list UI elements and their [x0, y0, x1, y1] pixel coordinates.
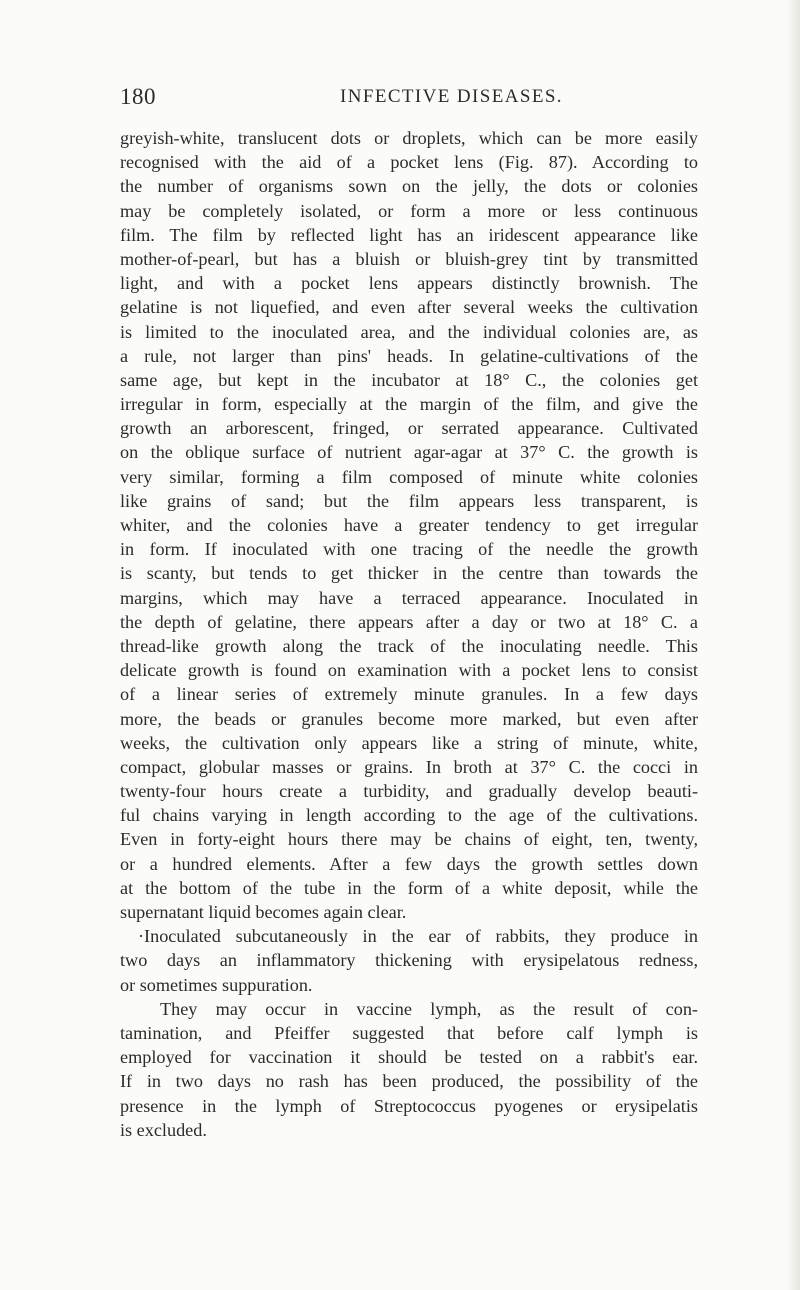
text-line: like grains of sand; but the film appears less transparent, is [120, 490, 698, 511]
running-head [120, 84, 700, 114]
text-line: a rule, not larger than pins' heads. In gelatine-cultivations of the [120, 345, 698, 366]
text-line: is scanty, but tends to get thicker in the centre than towards the [120, 563, 698, 584]
text-line: light, and with a pocket lens appears distinctly brownish. The [120, 273, 698, 294]
text-line: at the bottom of the tube in the form of a white deposit, while the [120, 877, 698, 898]
text-line: Even in forty-eight hours there may be chains of eight, ten, twenty, [120, 829, 698, 850]
text-line: If in two days no rash has been produced, the possibility of the [120, 1071, 698, 1092]
text-line: tamination, and Pfeiffer suggested that before calf lymph is [120, 1022, 698, 1043]
text-line: the depth of gelatine, there appears after a day or two at 18° C. a [120, 611, 698, 632]
text-line: delicate growth is found on examination with a pocket lens to consist [120, 660, 698, 681]
text-line: on the oblique surface of nutrient agar-agar at 37° C. the growth is [120, 442, 698, 463]
text-line: margins, which may have a terraced appearance. Inoculated in [120, 587, 698, 608]
text-line: employed for vaccination it should be tested on a rabbit's ear. [120, 1047, 698, 1068]
text-line: growth an arborescent, fringed, or serrated appearance. Cultivated [120, 418, 698, 439]
text-line: irregular in form, especially at the margin of the film, and give the [120, 394, 698, 415]
text-line: mother-of-pearl, but has a bluish or bluish-grey tint by transmitted [120, 248, 698, 269]
text-line: weeks, the cultivation only appears like a string of minute, white, [120, 732, 698, 753]
text-line: twenty-four hours create a turbidity, and gradually develop beauti- [120, 781, 698, 802]
text-line: presence in the lymph of Streptococcus pyogenes or erysipelatis [120, 1095, 698, 1116]
text-line: same age, but kept in the incubator at 18° C., the colonies get [120, 369, 698, 390]
text-line: greyish-white, translucent dots or droplets, which can be more easily [120, 128, 698, 148]
text-line: is limited to the inoculated area, and the individual colonies are, as [120, 321, 698, 342]
text-line: may be completely isolated, or form a more or less continuous [120, 200, 698, 221]
text-line: the number of organisms sown on the jelly, the dots or colonies [120, 176, 698, 197]
page-number: 180 [120, 84, 156, 109]
text-line: gelatine is not liquefied, and even after several weeks the cultivation [120, 297, 698, 318]
text-line: compact, globular masses or grains. In broth at 37° C. the cocci in [120, 756, 698, 777]
text-line: in form. If inoculated with one tracing of the needle the growth [120, 539, 698, 560]
text-line: whiter, and the colonies have a greater tendency to get irregular [120, 515, 698, 535]
text-line: ful chains varying in length according to the age of the cultivations. [120, 805, 698, 826]
text-line: or sometimes suppuration. [120, 974, 313, 995]
text-line: or a hundred elements. After a few days the growth settles down [120, 853, 698, 874]
text-line: two days an inflammatory thickening with erysipelatous redness, [120, 950, 698, 971]
text-line: of a linear series of extremely minute granules. In a few days [120, 684, 698, 705]
text-line: is excluded. [120, 1119, 207, 1140]
text-line: ·Inoculated subcutaneously in the ear of rabbits, they produce in [138, 926, 698, 947]
text-line: very similar, forming a film composed of minute white colonies [120, 466, 698, 487]
text-line: supernatant liquid becomes again clear. [120, 902, 407, 922]
text-line: more, the beads or granules become more marked, but even after [120, 708, 698, 729]
page-edge-shadow [786, 0, 800, 1290]
text-line: They may occur in vaccine lymph, as the result of con- [160, 998, 698, 1019]
text-line: film. The film by reflected light has an iridescent appearance like [120, 224, 698, 245]
text-line: thread-like growth along the track of the inoculating needle. This [120, 635, 698, 656]
body-text [120, 126, 698, 1142]
running-title: INFECTIVE DISEASES. [340, 86, 563, 107]
text-line: recognised with the aid of a pocket lens (Fig. 87). According to [120, 152, 698, 173]
